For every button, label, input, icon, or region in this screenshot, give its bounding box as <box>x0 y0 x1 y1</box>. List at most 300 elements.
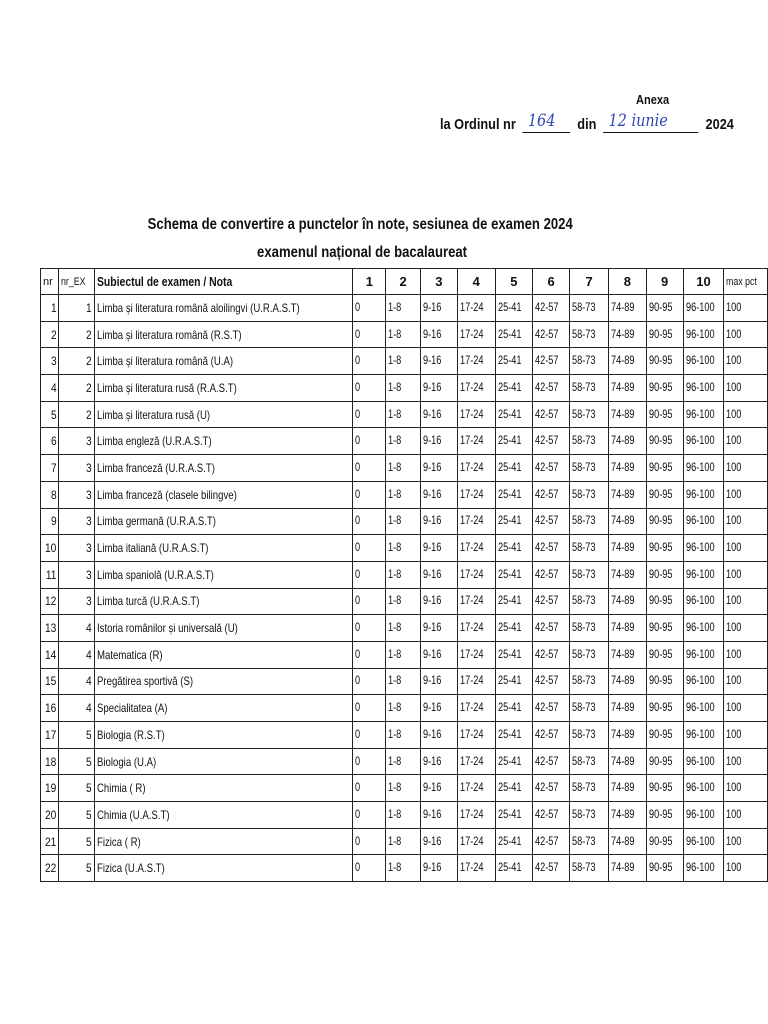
grade-6-range: 42-57 <box>533 535 570 562</box>
row-max-points: 100 <box>724 615 768 642</box>
row-exam-number: 3 <box>59 508 95 535</box>
grade-10-range: 96-100 <box>683 295 724 322</box>
grade-5-range: 25-41 <box>495 775 533 802</box>
grade-1-range: 0 <box>353 375 386 402</box>
grade-3-range: 9-16 <box>420 455 457 482</box>
grade-8-range: 74-89 <box>609 641 647 668</box>
row-subject: Istoria românilor și universală (U) <box>94 615 352 642</box>
row-max-points: 100 <box>724 508 768 535</box>
grade-10-range: 96-100 <box>683 775 724 802</box>
header-max-points: max pct <box>724 269 768 295</box>
grade-3-range: 9-16 <box>420 722 457 749</box>
row-exam-number: 3 <box>59 561 95 588</box>
row-exam-number: 3 <box>59 535 95 562</box>
grade-7-range: 58-73 <box>570 481 609 508</box>
grade-9-range: 90-95 <box>646 641 683 668</box>
grade-6-range: 42-57 <box>533 428 570 455</box>
grade-4-range: 17-24 <box>457 348 495 375</box>
grade-1-range: 0 <box>353 481 386 508</box>
row-number: 11 <box>41 561 59 588</box>
row-number: 13 <box>41 615 59 642</box>
row-number: 1 <box>41 295 59 322</box>
grade-6-range: 42-57 <box>533 828 570 855</box>
grade-5-range: 25-41 <box>495 561 533 588</box>
grade-9-range: 90-95 <box>646 668 683 695</box>
table-row <box>41 375 768 402</box>
grade-10-range: 96-100 <box>683 508 724 535</box>
grade-3-range: 9-16 <box>420 615 457 642</box>
grade-3-range: 9-16 <box>420 508 457 535</box>
grade-6-range: 42-57 <box>533 401 570 428</box>
table-row <box>41 668 768 695</box>
row-exam-number: 5 <box>59 828 95 855</box>
grade-3-range: 9-16 <box>420 802 457 829</box>
grade-6-range: 42-57 <box>533 615 570 642</box>
row-max-points: 100 <box>724 295 768 322</box>
grade-3-range: 9-16 <box>420 375 457 402</box>
grade-2-range: 1-8 <box>386 561 420 588</box>
grade-6-range: 42-57 <box>533 455 570 482</box>
grade-3-range: 9-16 <box>420 535 457 562</box>
grade-1-range: 0 <box>353 455 386 482</box>
grade-3-range: 9-16 <box>420 428 457 455</box>
grade-7-range: 58-73 <box>570 828 609 855</box>
row-subject: Limba spaniolă (U.R.A.S.T) <box>94 561 352 588</box>
table-row <box>41 428 768 455</box>
grade-4-range: 17-24 <box>457 455 495 482</box>
grade-5-range: 25-41 <box>495 428 533 455</box>
grade-10-range: 96-100 <box>683 588 724 615</box>
grade-1-range: 0 <box>353 855 386 882</box>
grade-5-range: 25-41 <box>495 401 533 428</box>
grade-7-range: 58-73 <box>570 321 609 348</box>
grade-6-range: 42-57 <box>533 295 570 322</box>
row-number: 12 <box>41 588 59 615</box>
row-subject: Limba și literatura rusă (R.A.S.T) <box>94 375 352 402</box>
grade-8-range: 74-89 <box>609 375 647 402</box>
table-row <box>41 295 768 322</box>
grade-6-range: 42-57 <box>533 375 570 402</box>
grade-5-range: 25-41 <box>495 802 533 829</box>
row-number: 18 <box>41 748 59 775</box>
grade-4-range: 17-24 <box>457 828 495 855</box>
table-row <box>41 775 768 802</box>
table-row <box>41 802 768 829</box>
grade-10-range: 96-100 <box>683 828 724 855</box>
row-max-points: 100 <box>724 535 768 562</box>
grade-2-range: 1-8 <box>386 535 420 562</box>
grade-10-range: 96-100 <box>683 748 724 775</box>
grade-2-range: 1-8 <box>386 855 420 882</box>
grade-4-range: 17-24 <box>457 428 495 455</box>
grade-9-range: 90-95 <box>646 481 683 508</box>
table-row <box>41 481 768 508</box>
row-max-points: 100 <box>724 428 768 455</box>
grade-8-range: 74-89 <box>609 348 647 375</box>
grade-10-range: 96-100 <box>683 321 724 348</box>
grade-10-range: 96-100 <box>683 481 724 508</box>
grade-5-range: 25-41 <box>495 535 533 562</box>
table-row <box>41 695 768 722</box>
grade-2-range: 1-8 <box>386 375 420 402</box>
grade-7-range: 58-73 <box>570 615 609 642</box>
document-title <box>0 216 720 234</box>
row-max-points: 100 <box>724 775 768 802</box>
grade-9-range: 90-95 <box>646 695 683 722</box>
order-year: 2024 <box>705 116 734 133</box>
row-number: 7 <box>41 455 59 482</box>
conversion-table <box>40 268 768 882</box>
grade-3-range: 9-16 <box>420 321 457 348</box>
grade-6-range: 42-57 <box>533 695 570 722</box>
grade-8-range: 74-89 <box>609 428 647 455</box>
row-max-points: 100 <box>724 588 768 615</box>
grade-5-range: 25-41 <box>495 455 533 482</box>
grade-1-range: 0 <box>353 775 386 802</box>
table-row <box>41 828 768 855</box>
row-number: 17 <box>41 722 59 749</box>
grade-8-range: 74-89 <box>609 722 647 749</box>
row-subject: Limba și literatura română aloilingvi (U.R.A.S.T) <box>94 295 352 322</box>
table-row <box>41 722 768 749</box>
table-row <box>41 855 768 882</box>
grade-1-range: 0 <box>353 641 386 668</box>
grade-4-range: 17-24 <box>457 855 495 882</box>
row-number: 20 <box>41 802 59 829</box>
grade-8-range: 74-89 <box>609 321 647 348</box>
row-max-points: 100 <box>724 481 768 508</box>
grade-7-range: 58-73 <box>570 588 609 615</box>
grade-4-range: 17-24 <box>457 775 495 802</box>
grade-4-range: 17-24 <box>457 508 495 535</box>
grade-6-range: 42-57 <box>533 722 570 749</box>
row-subject: Biologia (U.A) <box>94 748 352 775</box>
row-number: 15 <box>41 668 59 695</box>
grade-4-range: 17-24 <box>457 615 495 642</box>
grade-6-range: 42-57 <box>533 481 570 508</box>
grade-9-range: 90-95 <box>646 855 683 882</box>
grade-9-range: 90-95 <box>646 615 683 642</box>
grade-7-range: 58-73 <box>570 748 609 775</box>
row-exam-number: 3 <box>59 428 95 455</box>
grade-5-range: 25-41 <box>495 508 533 535</box>
grade-6-range: 42-57 <box>533 668 570 695</box>
grade-2-range: 1-8 <box>386 321 420 348</box>
title-line-2: examenul național de bacalaureat <box>257 244 467 261</box>
grade-7-range: 58-73 <box>570 855 609 882</box>
row-subject: Limba și literatura rusă (U) <box>94 401 352 428</box>
grade-4-range: 17-24 <box>457 401 495 428</box>
grade-9-range: 90-95 <box>646 295 683 322</box>
table-body <box>41 295 768 882</box>
row-number: 3 <box>41 348 59 375</box>
grade-1-range: 0 <box>353 615 386 642</box>
grade-2-range: 1-8 <box>386 428 420 455</box>
annex-label: Anexa <box>636 92 670 107</box>
table-row <box>41 508 768 535</box>
header-grade-4: 4 <box>457 269 495 295</box>
header-grade-6: 6 <box>533 269 570 295</box>
grade-4-range: 17-24 <box>457 695 495 722</box>
grade-9-range: 90-95 <box>646 428 683 455</box>
grade-8-range: 74-89 <box>609 508 647 535</box>
grade-2-range: 1-8 <box>386 775 420 802</box>
row-max-points: 100 <box>724 668 768 695</box>
row-exam-number: 3 <box>59 455 95 482</box>
grade-3-range: 9-16 <box>420 481 457 508</box>
row-max-points: 100 <box>724 722 768 749</box>
grade-5-range: 25-41 <box>495 668 533 695</box>
grade-9-range: 90-95 <box>646 748 683 775</box>
grade-9-range: 90-95 <box>646 375 683 402</box>
grade-6-range: 42-57 <box>533 508 570 535</box>
row-exam-number: 3 <box>59 588 95 615</box>
row-max-points: 100 <box>724 802 768 829</box>
grade-1-range: 0 <box>353 588 386 615</box>
row-exam-number: 5 <box>59 748 95 775</box>
grade-5-range: 25-41 <box>495 615 533 642</box>
row-subject: Limba turcă (U.R.A.S.T) <box>94 588 352 615</box>
row-exam-number: 1 <box>59 295 95 322</box>
grade-5-range: 25-41 <box>495 641 533 668</box>
row-number: 9 <box>41 508 59 535</box>
row-exam-number: 5 <box>59 775 95 802</box>
grade-1-range: 0 <box>353 828 386 855</box>
order-prefix: la Ordinul nr <box>440 116 516 133</box>
row-subject: Chimia (U.A.S.T) <box>94 802 352 829</box>
row-exam-number: 5 <box>59 802 95 829</box>
row-subject: Limba și literatura română (U.A) <box>94 348 352 375</box>
row-subject: Pregătirea sportivă (S) <box>94 668 352 695</box>
row-number: 14 <box>41 641 59 668</box>
grade-1-range: 0 <box>353 535 386 562</box>
grade-2-range: 1-8 <box>386 748 420 775</box>
table-header-row <box>41 269 768 295</box>
grade-6-range: 42-57 <box>533 561 570 588</box>
table-row <box>41 348 768 375</box>
row-max-points: 100 <box>724 855 768 882</box>
row-number: 22 <box>41 855 59 882</box>
grade-10-range: 96-100 <box>683 375 724 402</box>
grade-6-range: 42-57 <box>533 855 570 882</box>
grade-7-range: 58-73 <box>570 401 609 428</box>
grade-7-range: 58-73 <box>570 348 609 375</box>
grade-10-range: 96-100 <box>683 535 724 562</box>
row-exam-number: 2 <box>59 321 95 348</box>
row-number: 19 <box>41 775 59 802</box>
grade-3-range: 9-16 <box>420 295 457 322</box>
grade-9-range: 90-95 <box>646 401 683 428</box>
row-exam-number: 4 <box>59 615 95 642</box>
grade-3-range: 9-16 <box>420 401 457 428</box>
grade-2-range: 1-8 <box>386 695 420 722</box>
header-grade-7: 7 <box>570 269 609 295</box>
grade-7-range: 58-73 <box>570 641 609 668</box>
grade-1-range: 0 <box>353 348 386 375</box>
grade-3-range: 9-16 <box>420 588 457 615</box>
row-max-points: 100 <box>724 641 768 668</box>
order-din: din <box>577 116 597 133</box>
row-max-points: 100 <box>724 375 768 402</box>
grade-3-range: 9-16 <box>420 668 457 695</box>
grade-8-range: 74-89 <box>609 295 647 322</box>
grade-9-range: 90-95 <box>646 455 683 482</box>
order-number-field <box>523 111 571 133</box>
grade-9-range: 90-95 <box>646 722 683 749</box>
grade-9-range: 90-95 <box>646 775 683 802</box>
grade-3-range: 9-16 <box>420 561 457 588</box>
row-subject: Limba franceză (clasele bilingve) <box>94 481 352 508</box>
grade-9-range: 90-95 <box>646 828 683 855</box>
grade-9-range: 90-95 <box>646 588 683 615</box>
grade-8-range: 74-89 <box>609 695 647 722</box>
grade-8-range: 74-89 <box>609 802 647 829</box>
grade-9-range: 90-95 <box>646 508 683 535</box>
grade-9-range: 90-95 <box>646 348 683 375</box>
grade-1-range: 0 <box>353 668 386 695</box>
grade-4-range: 17-24 <box>457 321 495 348</box>
table-row <box>41 615 768 642</box>
grade-7-range: 58-73 <box>570 695 609 722</box>
grade-2-range: 1-8 <box>386 588 420 615</box>
grade-1-range: 0 <box>353 748 386 775</box>
table-row <box>41 588 768 615</box>
row-number: 16 <box>41 695 59 722</box>
header-grade-2: 2 <box>386 269 420 295</box>
header-grade-10: 10 <box>683 269 724 295</box>
grade-1-range: 0 <box>353 722 386 749</box>
grade-6-range: 42-57 <box>533 775 570 802</box>
grade-1-range: 0 <box>353 561 386 588</box>
grade-3-range: 9-16 <box>420 641 457 668</box>
row-number: 10 <box>41 535 59 562</box>
row-exam-number: 4 <box>59 641 95 668</box>
grade-9-range: 90-95 <box>646 561 683 588</box>
row-subject: Biologia (R.S.T) <box>94 722 352 749</box>
grade-2-range: 1-8 <box>386 295 420 322</box>
row-subject: Fizica ( R) <box>94 828 352 855</box>
grade-8-range: 74-89 <box>609 588 647 615</box>
grade-2-range: 1-8 <box>386 722 420 749</box>
grade-2-range: 1-8 <box>386 481 420 508</box>
row-exam-number: 4 <box>59 695 95 722</box>
header-nr: nr <box>41 269 59 295</box>
grade-5-range: 25-41 <box>495 828 533 855</box>
grade-10-range: 96-100 <box>683 455 724 482</box>
grade-6-range: 42-57 <box>533 588 570 615</box>
grade-10-range: 96-100 <box>683 641 724 668</box>
grade-8-range: 74-89 <box>609 561 647 588</box>
grade-2-range: 1-8 <box>386 455 420 482</box>
table-row <box>41 455 768 482</box>
grade-7-range: 58-73 <box>570 455 609 482</box>
grade-8-range: 74-89 <box>609 401 647 428</box>
grade-4-range: 17-24 <box>457 722 495 749</box>
grade-7-range: 58-73 <box>570 295 609 322</box>
grade-5-range: 25-41 <box>495 588 533 615</box>
grade-4-range: 17-24 <box>457 641 495 668</box>
grade-1-range: 0 <box>353 401 386 428</box>
grade-10-range: 96-100 <box>683 668 724 695</box>
grade-8-range: 74-89 <box>609 668 647 695</box>
table-row <box>41 748 768 775</box>
grade-4-range: 17-24 <box>457 481 495 508</box>
row-max-points: 100 <box>724 695 768 722</box>
grade-2-range: 1-8 <box>386 508 420 535</box>
grade-6-range: 42-57 <box>533 641 570 668</box>
row-max-points: 100 <box>724 828 768 855</box>
grade-10-range: 96-100 <box>683 855 724 882</box>
grade-7-range: 58-73 <box>570 775 609 802</box>
grade-8-range: 74-89 <box>609 855 647 882</box>
title-line-1: Schema de convertire a punctelor în note, sesiunea de examen 2024 <box>147 216 573 233</box>
grade-10-range: 96-100 <box>683 615 724 642</box>
header-grade-5: 5 <box>495 269 533 295</box>
grade-7-range: 58-73 <box>570 375 609 402</box>
grade-8-range: 74-89 <box>609 481 647 508</box>
table-row <box>41 641 768 668</box>
table-row <box>41 401 768 428</box>
grade-1-range: 0 <box>353 695 386 722</box>
grade-5-range: 25-41 <box>495 695 533 722</box>
grade-3-range: 9-16 <box>420 748 457 775</box>
row-subject: Matematica (R) <box>94 641 352 668</box>
row-max-points: 100 <box>724 748 768 775</box>
row-exam-number: 5 <box>59 855 95 882</box>
row-subject: Limba engleză (U.R.A.S.T) <box>94 428 352 455</box>
grade-10-range: 96-100 <box>683 428 724 455</box>
grade-10-range: 96-100 <box>683 722 724 749</box>
row-number: 4 <box>41 375 59 402</box>
row-subject: Limba franceză (U.R.A.S.T) <box>94 455 352 482</box>
grade-1-range: 0 <box>353 295 386 322</box>
grade-4-range: 17-24 <box>457 535 495 562</box>
grade-10-range: 96-100 <box>683 695 724 722</box>
header-grade-9: 9 <box>646 269 683 295</box>
row-exam-number: 2 <box>59 348 95 375</box>
grade-1-range: 0 <box>353 802 386 829</box>
grade-10-range: 96-100 <box>683 802 724 829</box>
row-subject: Specialitatea (A) <box>94 695 352 722</box>
grade-1-range: 0 <box>353 321 386 348</box>
row-max-points: 100 <box>724 561 768 588</box>
row-number: 6 <box>41 428 59 455</box>
document-subtitle <box>2 244 722 262</box>
grade-4-range: 17-24 <box>457 668 495 695</box>
grade-7-range: 58-73 <box>570 508 609 535</box>
row-subject: Limba italiană (U.R.A.S.T) <box>94 535 352 562</box>
grade-5-range: 25-41 <box>495 348 533 375</box>
order-date-handwritten: 12 iunie <box>608 111 668 131</box>
grade-6-range: 42-57 <box>533 321 570 348</box>
table-row <box>41 321 768 348</box>
order-date-field <box>603 111 698 133</box>
row-exam-number: 3 <box>59 481 95 508</box>
grade-4-range: 17-24 <box>457 588 495 615</box>
grade-8-range: 74-89 <box>609 615 647 642</box>
grade-4-range: 17-24 <box>457 802 495 829</box>
header-grade-3: 3 <box>420 269 457 295</box>
row-number: 21 <box>41 828 59 855</box>
grade-8-range: 74-89 <box>609 455 647 482</box>
grade-4-range: 17-24 <box>457 375 495 402</box>
grade-2-range: 1-8 <box>386 348 420 375</box>
row-max-points: 100 <box>724 321 768 348</box>
row-number: 2 <box>41 321 59 348</box>
grade-6-range: 42-57 <box>533 348 570 375</box>
grade-8-range: 74-89 <box>609 748 647 775</box>
grade-5-range: 25-41 <box>495 748 533 775</box>
